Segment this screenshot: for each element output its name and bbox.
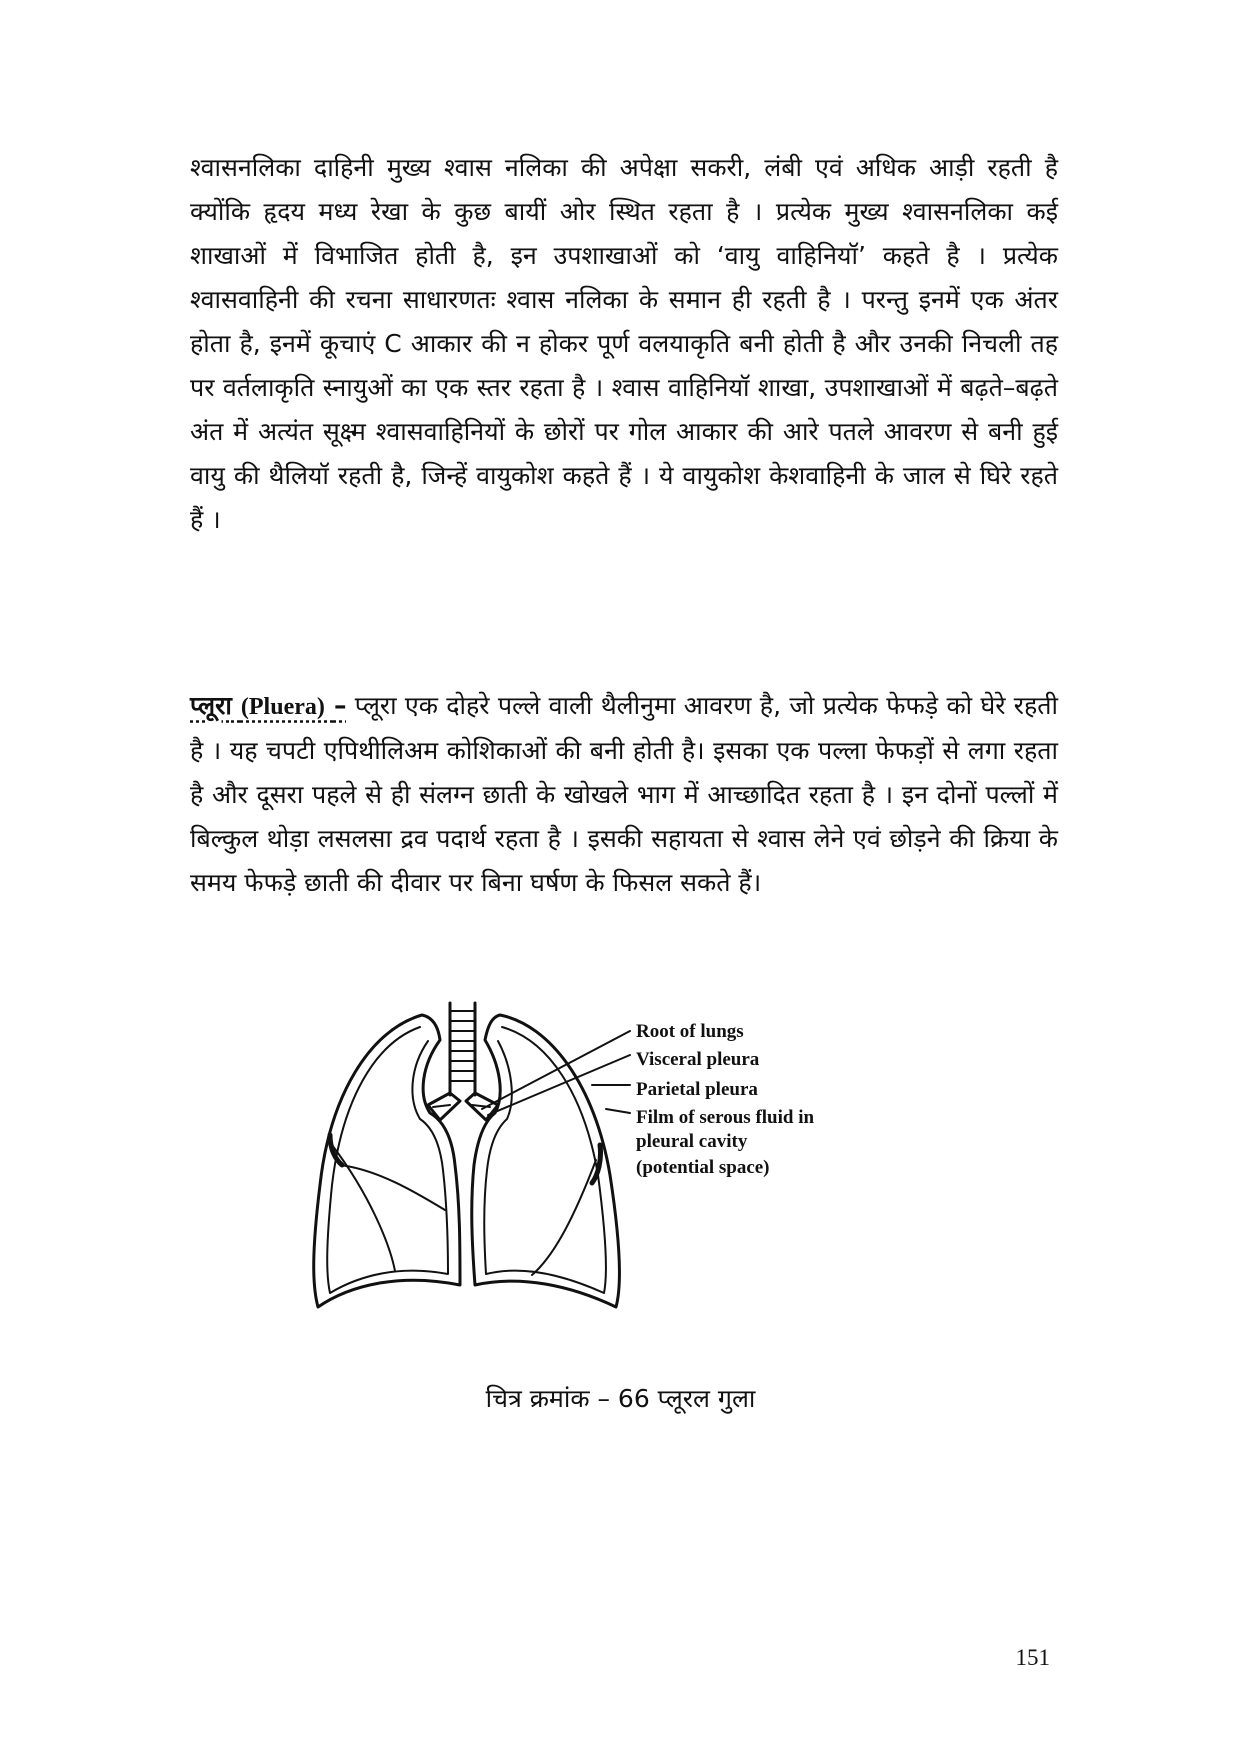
label-serous-fluid: Film of serous fluid in [636,1107,815,1128]
label-root-of-lungs: Root of lungs [636,1021,744,1042]
lungs-illustration [300,985,960,1355]
figure-caption: चित्र क्रमांक – 66 प्लूरल गुला [485,1384,756,1413]
label-parietal-pleura: Parietal pleura [636,1079,758,1100]
paragraph-pleura [190,684,1058,905]
right-lung [314,1015,460,1307]
heading-english: (Pluera) [240,694,325,720]
trachea [450,1003,475,1095]
pleura-body-text: प्लूरा एक दोहरे पल्ले वाली थैलीनुमा आवरण है, जो प्रत्येक फेफड़े को घेरे रहती है । यह चपटी एपिथीलिअम कोशिकाओं की बनी होती है। इसका एक पल्ला फेफड़ों से लगा रहता है और दूसरा पहले से ही संलग्न छाती के खोखले भाग में आच्छादित रहता है । इन दोनों पल्लों में बिल्कुल थोड़ा लसलसा द्रव पदार्थ रहता है । इसकी सहायता से श्वास लेने एवं छोड़ने की क्रिया के समय फेफड़े छाती की दीवार पर बिना घर्षण के फिसल सकते हैं। [190,691,1058,897]
section-heading-pleura [190,691,346,720]
paragraph-respiratory-bronchi: श्वासनलिका दाहिनी मुख्य श्वास नलिका की अपेक्षा सकरी, लंबी एवं अधिक आड़ी रहती है क्योंकि हृदय मध्य रेखा के कुछ बायीं ओर स्थित रहता है । प्रत्येक मुख्य श्वासनलिका कई शाखाओं में विभाजित होती है, इन उपशाखाओं को ‘वायु वाहिनियॉ’ कहते है । प्रत्येक श्वासवाहिनी की रचना साधारणतः श्वास नलिका के समान ही रहती है । परन्तु इनमें एक अंतर होता है, इनमें कूचाएं C आकार की न होकर पूर्ण वलयाकृति बनी होती है और उनकी निचली तह पर वर्तलाकृति स्नायुओं का एक स्तर रहता है । श्वास वाहिनियॉ शाखा, उपशाखाओं में बढ़ते–बढ़ते अंत में अत्यंत सूक्ष्म श्वासवाहिनियों के छोरों पर गोल आकार की आरे पतले आवरण से बनी हुई वायु की थैलियॉ रहती है, जिन्हें वायुकोश कहते हैं । ये वायुकोश केशवाहिनी के जाल से घिरे रहते हैं । [190,153,1058,534]
heading-hindi: प्लूरा [190,691,232,720]
pleura-diagram [300,985,960,1355]
label-pointers [482,1031,630,1115]
label-visceral-pleura: Visceral pleura [636,1049,760,1070]
label-pleural-cavity: pleural cavity [636,1131,748,1152]
left-lung [472,1015,620,1307]
label-potential-space: (potential space) [636,1157,770,1178]
page-number: 151 [1015,1645,1050,1670]
heading-dash: – [333,691,347,720]
